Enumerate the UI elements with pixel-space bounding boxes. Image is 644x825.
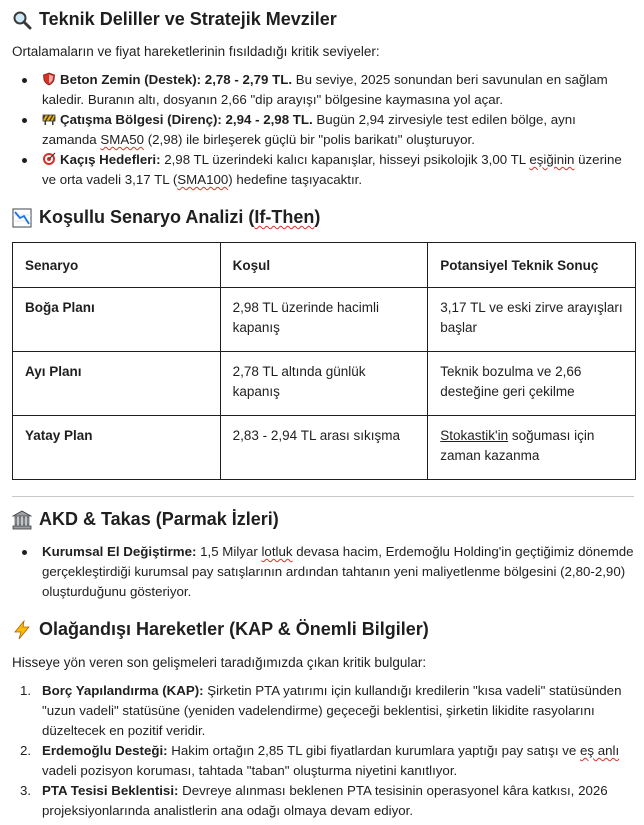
section-title: AKD & Takas (Parmak İzleri) [39, 509, 279, 529]
table-header-row [13, 243, 636, 288]
item-text: Şirketin PTA yatırımı için kullandığı kredilerin "kısa vadeli" statüsünden "uzun vadeli" statüsüne (yeniden vadelendirme) geçeceği beklentisi, şirketin likidite rasyolarını düzeltecek en pozitif veridir. [42, 683, 622, 738]
kap-list [12, 681, 634, 821]
item-label: PTA Tesisi Beklentisi: [42, 783, 179, 798]
scenario-name: Yatay Plan [13, 416, 221, 480]
list-item-resistance [12, 110, 634, 150]
item-text: ) hedefine taşıyacaktır. [228, 172, 363, 187]
list-item-support [12, 70, 634, 110]
scenario-result [428, 416, 636, 480]
section-title: Teknik Deliller ve Stratejik Mevziler [39, 9, 337, 29]
item-text: devasa hacim, Erdemoğlu Holding'in geçtiğimiz dönemde gerçekleştirdiği kurumsal pay satışlarının ardından tahtanın yeni maliyetlenme bölgesini (2,80-2,90) oluşturduğunu gösteriyor. [42, 544, 634, 599]
item-number: 3. [20, 783, 32, 798]
item-term-lotluk: lotluk [261, 544, 293, 559]
section-title-c: ) [314, 207, 321, 227]
item-text: 1,5 Milyar [196, 544, 262, 559]
scenario-result: Teknik bozulma ve 2,66 desteğine geri çekilme [428, 352, 636, 416]
list-item-debt [12, 681, 634, 741]
scenario-table [12, 242, 636, 480]
item-label: Çatışma Bölgesi (Direnç): 2,94 - 2,98 TL. [60, 112, 313, 127]
section-heading-technical [12, 9, 337, 30]
item-number: 1. [20, 683, 32, 698]
list-item-targets [12, 150, 634, 190]
item-label: Erdemoğlu Desteği: [42, 743, 168, 758]
list-item-institutional [12, 542, 634, 602]
item-label: Borç Yapılandırma (KAP): [42, 683, 204, 698]
item-text: Bugün 2,94 zirvesiyle test edilen bölge, aynı zamanda [42, 112, 576, 147]
scenario-result: 3,17 TL ve eski zirve arayışları başlar [428, 288, 636, 352]
item-term-esanli: eş anlı [580, 743, 620, 758]
scenario-term: Stokastik'in [440, 428, 509, 443]
column-header: Potansiyel Teknik Sonuç [428, 243, 636, 288]
item-term-esik: eşiğinin [529, 152, 575, 167]
scenario-name: Ayı Planı [13, 352, 221, 416]
item-label: Beton Zemin (Destek): 2,78 - 2,79 TL. [60, 72, 293, 87]
target-icon [42, 152, 56, 166]
item-number: 2. [20, 743, 32, 758]
item-text: vadeli pozisyon koruması, tahtada "taban" oluşturma niyetini kanıtlıyor. [42, 763, 458, 778]
item-label: Kurumsal El Değiştirme: [42, 544, 197, 559]
list-item-pta [12, 781, 634, 821]
item-label: Kaçış Hedefleri: [60, 152, 161, 167]
bank-icon [12, 510, 32, 530]
section-intro: Ortalamaların ve fiyat hareketlerinin fısıldadığı kritik seviyeler: [12, 44, 380, 59]
chart-decreasing-icon [12, 208, 32, 228]
column-header: Senaryo [13, 243, 221, 288]
lightning-icon [12, 620, 32, 640]
section-title: Olağandışı Hareketler (KAP & Önemli Bilgiler) [39, 619, 429, 639]
scenario-name: Boğa Planı [13, 288, 221, 352]
table-row [13, 416, 636, 480]
magnifier-icon [12, 10, 32, 30]
akd-list [12, 542, 634, 602]
scenario-condition: 2,98 TL üzerinde hacimli kapanış [220, 288, 428, 352]
item-term-sma50: SMA50 [100, 132, 145, 147]
item-text: 2,98 TL üzerindeki kalıcı kapanışlar, hisseyi psikolojik 3,00 TL [160, 152, 530, 167]
shield-icon [42, 72, 56, 86]
item-term-sma100: SMA100 [177, 172, 229, 187]
section-title-term: If-Then [254, 207, 315, 227]
item-text: Hakim ortağın 2,85 TL gibi fiyatlardan kurumlara yaptığı pay satışı ve [167, 743, 581, 758]
section-title-a: Koşullu Senaryo Analizi ( [39, 207, 255, 227]
scenario-condition: 2,78 TL altında günlük kapanış [220, 352, 428, 416]
section-intro: Hisseye yön veren son gelişmeleri taradığımızda çıkan kritik bulgular: [12, 655, 427, 670]
section-heading-kap [12, 619, 429, 640]
table-row [13, 288, 636, 352]
scenario-result-text: soğuması için zaman kazanma [440, 428, 595, 463]
item-text: Devreye alınması beklenen PTA tesisinin operasyonel kâra katkısı, 2026 projeksiyonlarında analistlerin ana odağı olmaya devam ediyor. [42, 783, 608, 818]
item-text: Bu seviye, 2025 sonundan beri savunulan en sağlam kaledir. Buranın altı, dosyanın 2,66 "dip arayışı" bölgesine kaymasına yol açar. [42, 72, 608, 107]
item-text: (2,98) ile birleşerek güçlü bir "polis barikatı" oluşturuyor. [144, 132, 475, 147]
scenario-condition: 2,83 - 2,94 TL arası sıkışma [220, 416, 428, 480]
technical-list [12, 70, 634, 190]
section-heading-scenario [12, 207, 320, 228]
list-item-support [12, 741, 634, 781]
table-row [13, 352, 636, 416]
construction-barrier-icon [42, 112, 56, 126]
section-divider [12, 496, 634, 497]
item-text: üzerine ve orta vadeli 3,17 TL ( [42, 152, 622, 187]
column-header: Koşul [220, 243, 428, 288]
section-heading-akd [12, 509, 279, 530]
